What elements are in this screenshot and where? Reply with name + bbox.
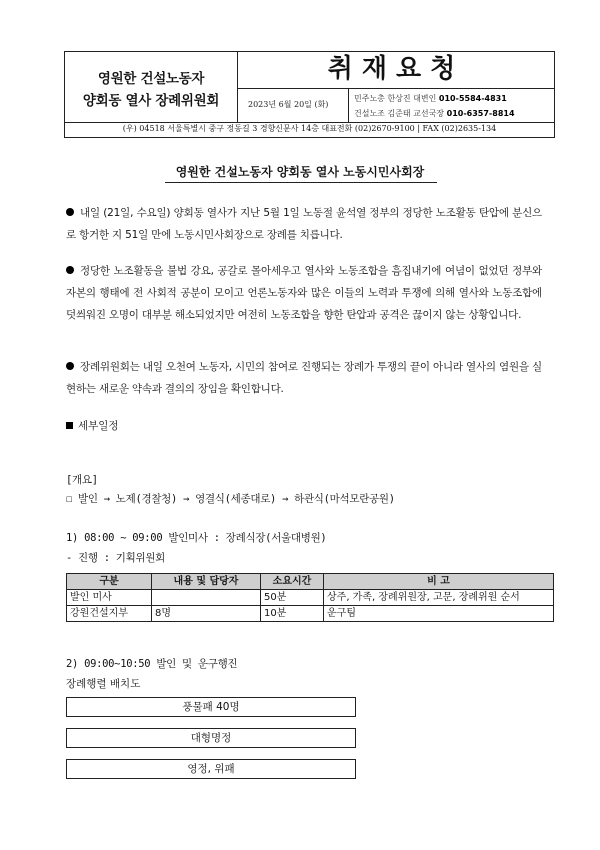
column-header: 소요시간 [261,574,324,590]
table-cell: 상주, 가족, 장례위원장, 고문, 장례위원 순서 [324,590,554,606]
organizer-line2: 양회동 열사 장례위원회 [82,93,220,109]
table-cell: 8명 [152,606,261,622]
address-bar: (우) 04518 서울특별시 중구 정동길 3 경향신문사 14층 대표전화 (02)2670-9100 | FAX (02)2635-134 [64,121,555,138]
schedule-table [66,573,554,622]
table-header-row [67,574,554,590]
contact2-label: 건설노조 김준태 교선국장 [354,109,445,118]
main-title: 영원한 건설노동자 양회동 열사 노동시민사회장 [175,165,425,179]
paragraph-1 [66,202,542,246]
contact2-phone: 010-6357-8814 [446,109,515,118]
divider [348,89,349,123]
formation-box: 영정, 위패 [66,759,356,779]
contact1-phone: 010-5584-4831 [438,94,507,103]
schedule2-sub: 장례행렬 배치도 [66,678,141,690]
section-heading-text: 세부일정 [78,420,119,432]
square-bullet-icon [66,422,73,429]
table-row [67,590,554,606]
contact-education [354,108,515,119]
overview-line: ☐ 발인 → 노제(경찰청) → 영결식(세종대로) → 하관식(마석모란공원) [66,493,395,505]
contact-spokesperson [354,93,507,104]
paragraph-2-text: 정당한 노조활동을 불법 강요, 공갈로 몰아세우고 열사와 노동조합을 흠집내기에 여념이 없었던 정부와 자본의 행태에 전 사회적 공분이 모이고 언론노동자와 많은 이들의 노력과 투쟁에 의해 열사와 노동조합에 덧씌워진 오명이 대부분 해소되었지만 여전히 노동조합을 향한 탄압과 공격은 끊이지 않는 상황입니다. [66,265,542,321]
bullet-icon [66,362,74,370]
organizer-cell [65,52,238,122]
organizer-line1: 영원한 건설노동자 [97,71,205,87]
column-header: 내용 및 담당자 [152,574,261,590]
table-cell [152,590,261,606]
overview-heading: [개요] [66,474,98,486]
section-heading [66,418,119,433]
paragraph-3 [66,356,542,400]
schedule1-sub: - 진행 : 기획위원회 [66,552,166,564]
document-date: 2023년 6월 20일 (화) [248,100,329,109]
table-cell: 발인 미사 [67,590,152,606]
formation-box: 풍물패 40명 [66,697,356,717]
formation-box: 대형명정 [66,728,356,748]
header-box [64,51,555,123]
bullet-icon [66,208,74,216]
column-header: 구분 [67,574,152,590]
paragraph-3-text: 장례위원회는 내일 오천여 노동자, 시민의 참여로 진행되는 장례가 투쟁의 끝이 아니라 열사의 염원을 실현하는 새로운 약속과 결의의 장임을 확인합니다. [66,361,542,395]
document-title: 취재요청 [327,54,465,84]
date-contact-row [238,88,554,123]
table-cell: 강원건설지부 [67,606,152,622]
column-header: 비 고 [324,574,554,590]
contact1-label: 민주노총 한상진 대변인 [354,94,437,103]
paragraph-1-text: 내일 (21일, 수요일) 양회동 열사가 지난 5월 1일 노동절 윤석열 정부의 정당한 노조활동 탄압에 분신으로 항거한 지 51일 만에 노동시민사회장으로 장례를 치릅니다. [66,207,542,241]
table-row [67,606,554,622]
paragraph-2 [66,260,542,326]
table-cell: 운구팀 [324,606,554,622]
table-cell: 50분 [261,590,324,606]
table-cell: 10분 [261,606,324,622]
schedule2-heading: 2) 09:00~10:50 발인 및 운구행진 [66,658,238,670]
schedule1-heading: 1) 08:00 ~ 09:00 발인미사 : 장례식장(서울대병원) [66,532,327,544]
bullet-icon [66,266,74,274]
title-underline [165,182,437,183]
